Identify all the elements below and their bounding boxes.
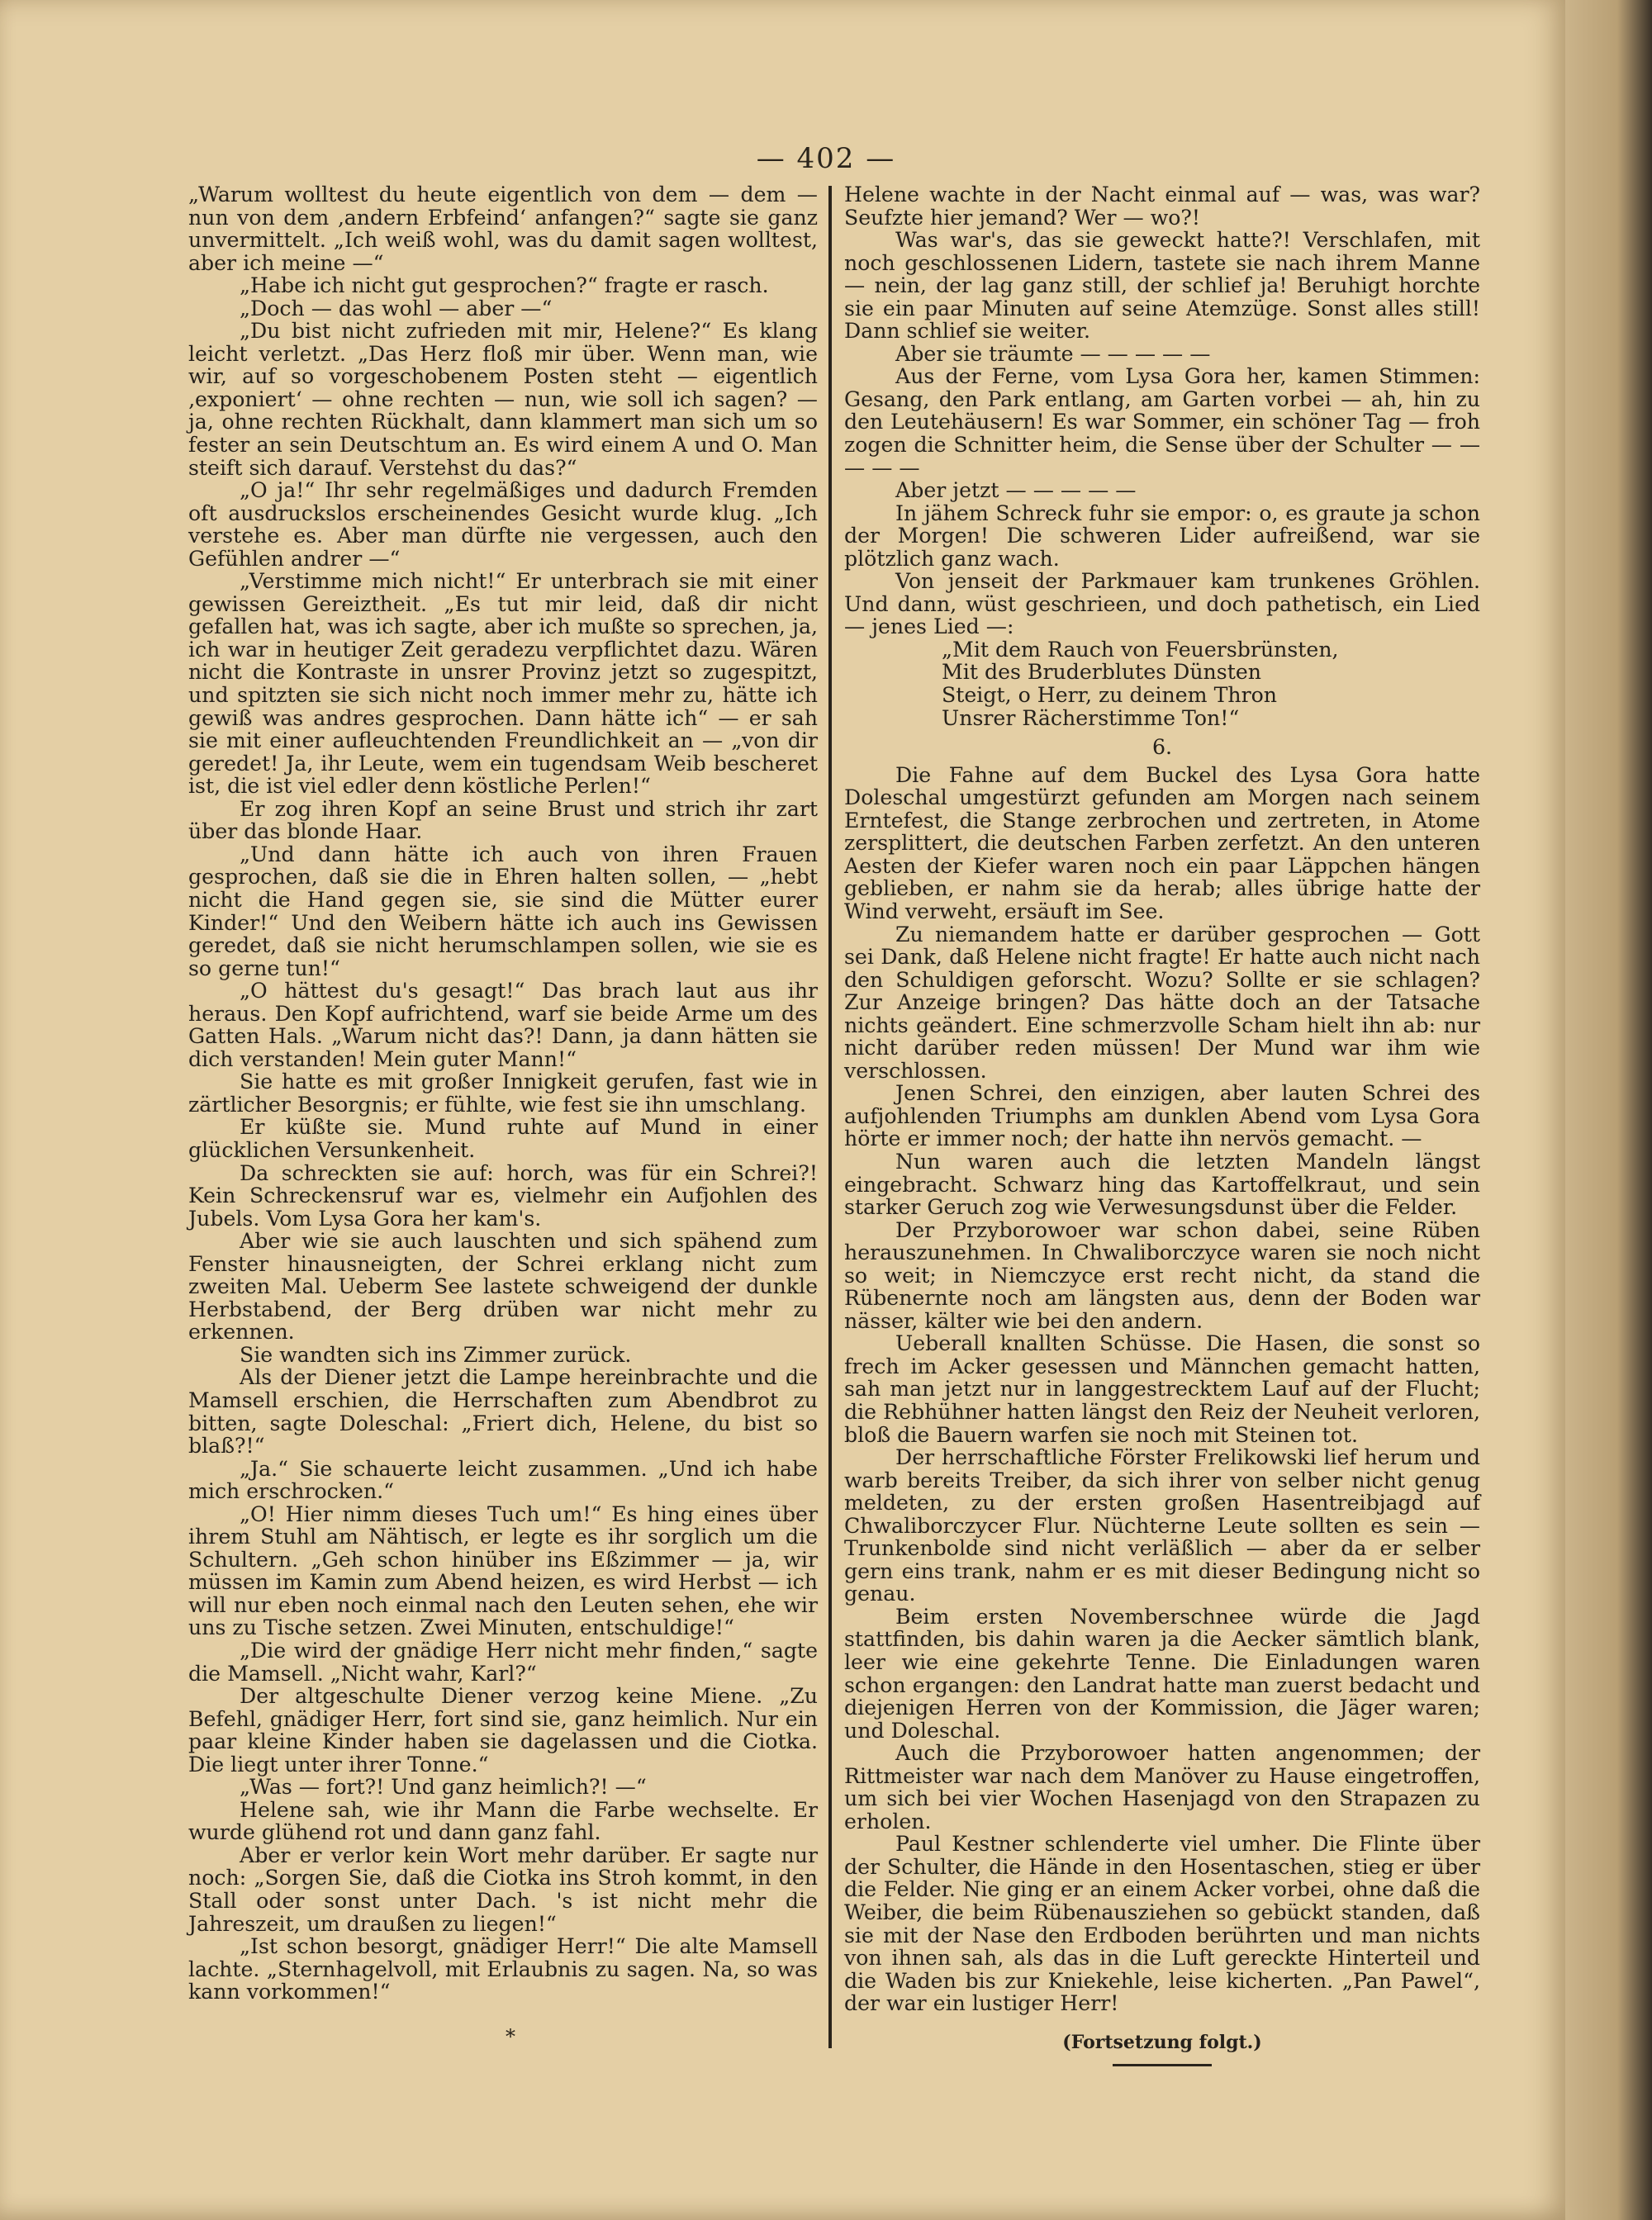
left-column-paragraph: Der altgeschulte Diener verzog keine Miene. „Zu Befehl, gnädiger Herr, fort sind sie, ganz heimlich. Nur ein paar kleine Kinder haben sie dagelassen und die Ciotka. Die liegt unter ihrer Tonne.“: [188, 1684, 818, 1776]
right-column-paragraph: Der Przyborowoer war schon dabei, seine Rüben herauszunehmen. In Chwaliborczyce waren sie noch nicht so weit; in Niemczyce erst recht nicht, da stand die Rübenernte noch am längsten aus, denn der Boden war nässer, kälter wie bei den andern.: [844, 1217, 1480, 1333]
left-column-paragraph: „Ist schon besorgt, gnädiger Herr!“ Die alte Mamsell lachte. „Sternhagelvoll, mit Erlaubnis zu sagen. Na, so was kann vorkommen!“: [188, 1934, 818, 2004]
left-column-paragraph: Helene sah, wie ihr Mann die Farbe wechselte. Er wurde glühend rot und dann ganz fahl.: [188, 1797, 818, 1845]
right-column-paragraph: Paul Kestner schlenderte viel umher. Die Flinte über der Schulter, die Hände in den Hosentaschen, stieg er über die Felder. Nie ging er an einem Acker vorbei, ohne daß die Weiber, die beim Rübenausziehen so gebückt standen, daß sie mit der Nase den Erdboden berührten und man nichts von ihnen sah, als das in die Luft gereckte Hinterteil und die Waden bis zur Kniekehle, leise kicherten. „Pan Pawel“, der war ein lustiger Herr!: [844, 1832, 1480, 2016]
right-column: [844, 183, 1480, 2066]
section-star: *: [506, 2025, 515, 2048]
right-column-paragraph: Jenen Schrei, den einzigen, aber lauten Schrei des aufjohlenden Triumphs am dunklen Abend vom Lysa Gora hörte er immer noch; der hatte ihn nervös gemacht. —: [844, 1081, 1480, 1151]
left-column-paragraph: Aber er verlor kein Wort mehr darüber. Er sagte nur noch: „Sorgen Sie, daß die Ciotka ins Stroh kommt, in den Stall oder sonst unter Dach. 's ist nicht mehr die Jahreszeit, um draußen zu liegen!“: [188, 1843, 818, 1936]
section-number: 6.: [1151, 735, 1173, 760]
left-column-paragraph: „O hättest du's gesagt!“ Das brach laut aus ihr heraus. Den Kopf aufrichtend, warf sie beide Arme um des Gatten Hals. „Warum nicht das?! Dann, ja dann hätten sie dich verstanden! Mein guter Mann!“: [188, 979, 818, 1071]
left-column-paragraph: „O ja!“ Ihr sehr regelmäßiges und dadurch Fremden oft ausdruckslos erscheinendes Gesicht wurde klug. „Ich verstehe es. Aber man dürfte nie vergessen, auch den Gefühlen andrer —“: [188, 478, 818, 571]
left-column-paragraph: „Die wird der gnädige Herr nicht mehr finden,“ sagte die Mamsell. „Nicht wahr, Karl?“: [188, 1639, 818, 1686]
left-column-paragraph: Aber wie sie auch lauschten und sich spähend zum Fenster hinausneigten, der Schrei erklang nicht zum zweiten Mal. Ueberm See lastete schweigend der dunkle Herbstabend, der Berg drüben war nicht mehr zu erkennen.: [188, 1229, 818, 1345]
left-column-paragraph: Er zog ihren Kopf an seine Brust und strich ihr zart über das blonde Haar.: [188, 796, 818, 844]
right-column-paragraph: Beim ersten Novemberschnee würde die Jagd stattfinden, bis dahin waren ja die Aecker sämtlich blank, leer wie eine gekehrte Tenne. Die Einladungen waren schon ergangen: den Landrat hatte man zuerst bedacht und diejenigen Herren von der Kommission, die Jäger waren; und Doleschal.: [844, 1604, 1480, 1743]
right-column-section: [844, 764, 1480, 2015]
left-column-paragraph: Sie wandten sich ins Zimmer zurück.: [240, 1342, 632, 1367]
left-column-paragraph: Sie hatte es mit großer Innigkeit gerufen, fast wie in zärtlicher Besorgnis; er fühlte, wie fest sie ihn umschlang.: [188, 1070, 818, 1117]
left-column-paragraph: „Doch — das wohl — aber —“: [240, 296, 553, 320]
left-column: [188, 183, 818, 2004]
left-column-paragraph: „Was — fort?! Und ganz heimlich?! —“: [240, 1775, 647, 1800]
poem-verse: [844, 638, 1480, 729]
poem-line: „Mit dem Rauch von Feuersbrünsten,: [942, 637, 1339, 662]
left-column-paragraph: „Warum wolltest du heute eigentlich von dem — dem — nun von dem ‚andern Erbfeind‘ anfangen?“ sagte sie ganz unvermittelt. „Ich weiß wohl, was du damit sagen wolltest, aber ich meine —“: [188, 183, 818, 275]
poem-line: Unsrer Rächerstimme Ton!“: [942, 705, 1240, 730]
right-column-paragraph: Aber jetzt — — — — —: [895, 478, 1137, 503]
poem-line: Mit des Bruderblutes Dünsten: [942, 660, 1261, 685]
right-column-intro: [844, 183, 1480, 638]
right-column-paragraph: Die Fahne auf dem Buckel des Lysa Gora hatte Doleschal umgestürzt gefunden am Morgen nach seinem Erntefest, die Stange zerbrochen und zertreten, in Atome zersplittert, die deutschen Farben zerfetzt. An den unteren Aesten der Kiefer waren noch ein paar Läppchen hängen geblieben, er nahm sie da herab; alles übrige hatte der Wind verweht, ersäuft im See.: [844, 762, 1480, 923]
continued-note: (Fortsetzung folgt.): [1062, 2031, 1262, 2053]
left-column-paragraph: „Und dann hätte ich auch von ihren Frauen gesprochen, daß sie die in Ehren halten sollen, — „hebt nicht die Hand gegen sie, sie sind die Mütter eurer Kinder!“ Und den Weibern hätte ich auch ins Gewissen geredet, daß sie nicht herumschlampen sollen, wie sie es so gerne tun!“: [188, 842, 818, 980]
facing-page-edge: [1565, 0, 1652, 2220]
left-column-paragraph: „Du bist nicht zufrieden mit mir, Helene?“ Es klang leicht verletzt. „Das Herz floß mir über. Wenn man, wie wir, auf so vorgeschobenem Posten steht — eigentlich ‚exponiert‘ — ohne rechten — nun, wie soll ich sagen? — ja, ohne rechten Rückhalt, dann klammert man sich um so fester an sein Deutschtum an. Es wird einem A und O. Man steift sich darauf. Verstehst du das?“: [188, 319, 818, 480]
left-column-paragraph: Als der Diener jetzt die Lampe hereinbrachte und die Mamsell erschien, die Herrschaften zum Abendbrot zu bitten, sagte Doleschal: „Friert dich, Helene, du bist so blaß?!“: [188, 1365, 818, 1459]
page-number: — 402 —: [756, 142, 896, 175]
right-column-paragraph: Zu niemandem hatte er darüber gesprochen — Gott sei Dank, daß Helene nicht fragte! Er hatte auch nicht nach den Schuldigen geforscht. Wozu? Sollte er sie schlagen? Zur Anzeige bringen? Das hätte doch an der Tatsache nichts geändert. Eine schmerzvolle Scham hielt ihn ab: nur nicht darüber reden müssen! Der Mund war ihm wie verschlossen.: [844, 922, 1480, 1083]
right-column-paragraph: Helene wachte in der Nacht einmal auf — was, was war? Seufzte hier jemand? Wer — wo?!: [844, 183, 1480, 230]
column-divider: [828, 186, 832, 2048]
left-column-paragraph: „Habe ich nicht gut gesprochen?“ fragte er rasch.: [240, 273, 769, 298]
left-column-paragraph: „Ja.“ Sie schauerte leicht zusammen. „Und ich habe mich erschrocken.“: [188, 1456, 818, 1504]
right-column-paragraph: Was war's, das sie geweckt hatte?! Verschlafen, mit noch geschlossenen Lidern, tastete sie nach ihrem Manne — nein, der lag ganz still, der schlief ja! Beruhigt horchte sie ein paar Minuten auf seine Atemzüge. Sonst alles still! Dann schlief sie weiter.: [844, 228, 1480, 344]
right-column-paragraph: Von jenseit der Parkmauer kam trunkenes Gröhlen. Und dann, wüst geschrieen, und doch pathetisch, ein Lied — jenes Lied —:: [844, 569, 1480, 639]
right-column-paragraph: Aber sie träumte — — — — —: [895, 341, 1211, 366]
right-column-paragraph: In jähem Schreck fuhr sie empor: o, es graute ja schon der Morgen! Die schweren Lider aufreißend, war sie plötzlich ganz wach.: [844, 500, 1480, 571]
right-column-paragraph: Aus der Ferne, vom Lysa Gora her, kamen Stimmen: Gesang, den Park entlang, am Garten vorbei — ah, hin zu den Leutehäusern! Es war Sommer, ein schöner Tag — froh zogen die Schnitter heim, die Sense über der Schulter — — — — —: [844, 364, 1480, 480]
left-column-paragraph: „Verstimme mich nicht!“ Er unterbrach sie mit einer gewissen Gereiztheit. „Es tut mir leid, daß dir nicht gefallen hat, was ich sagte, aber ich mußte so sprechen, ja, ich war in heutiger Zeit geradezu verpflichtet dazu. Wären nicht die Kontraste in unsrer Provinz jetzt so zugespitzt, und spitzten sie sich nicht noch immer mehr zu, hätte ich gewiß was andres gesprochen. Dann hätte ich“ — er sah sie mit einer aufleuchtenden Freundlichkeit an — „von dir geredet! Ja, ihr Leute, wem ein tugendsam Weib bescheret ist, die ist viel edler denn köstliche Perlen!“: [188, 569, 818, 799]
left-column-paragraph: Da schreckten sie auf: horch, was für ein Schrei?! Kein Schreckensruf war es, vielmehr ein Aufjohlen des Jubels. Vom Lysa Gora her kam's.: [188, 1160, 818, 1231]
right-column-paragraph: Nun waren auch die letzten Mandeln längst eingebracht. Schwarz hing das Kartoffelkraut, und sein starker Geruch zog wie Verwesungsdunst über die Felder.: [844, 1149, 1480, 1220]
end-rule: [1113, 2064, 1212, 2066]
poem-line: Steigt, o Herr, zu deinem Thron: [942, 683, 1278, 708]
right-column-paragraph: Der herrschaftliche Förster Frelikowski lief herum und warb bereits Treiber, da sich ihrer von selber nicht genug meldeten, zu der ersten großen Hasentreibjagd auf Chwaliborczycer Flur. Nüchterne Leute sollten es sein — Trunkenbolde sind nicht verläßlich — aber da er selber gern eins trank, nahm er es mit dieser Bedingung nicht so genau.: [844, 1445, 1480, 1606]
right-column-paragraph: Ueberall knallten Schüsse. Die Hasen, die sonst so frech im Acker gesessen und Männchen gemacht hatten, sah man jetzt nur in langgestrecktem Lauf auf der Flucht; die Rebhühner hatten längst den Reiz der Neuheit verloren, bloß die Bauern warfen sie noch mit Steinen tot.: [844, 1331, 1480, 1447]
right-column-paragraph: Auch die Przyborowoer hatten angenommen; der Rittmeister war nach dem Manöver zu Hause eingetroffen, um sich bei vier Wochen Hasenjagd von den Strapazen zu erholen.: [844, 1741, 1480, 1833]
left-column-paragraph: „O! Hier nimm dieses Tuch um!“ Es hing eines über ihrem Stuhl am Nähtisch, er legte es ihr sorglich um die Schultern. „Geh schon hinüber ins Eßzimmer — ja, wir müssen im Kamin zum Abend heizen, es wird Herbst — ich will nur eben noch einmal nach den Leuten sehen, ehe wir uns zu Tische setzen. Zwei Minuten, entschuldige!“: [188, 1501, 818, 1640]
left-column-paragraph: Er küßte sie. Mund ruhte auf Mund in einer glücklichen Versunkenheit.: [188, 1115, 818, 1162]
